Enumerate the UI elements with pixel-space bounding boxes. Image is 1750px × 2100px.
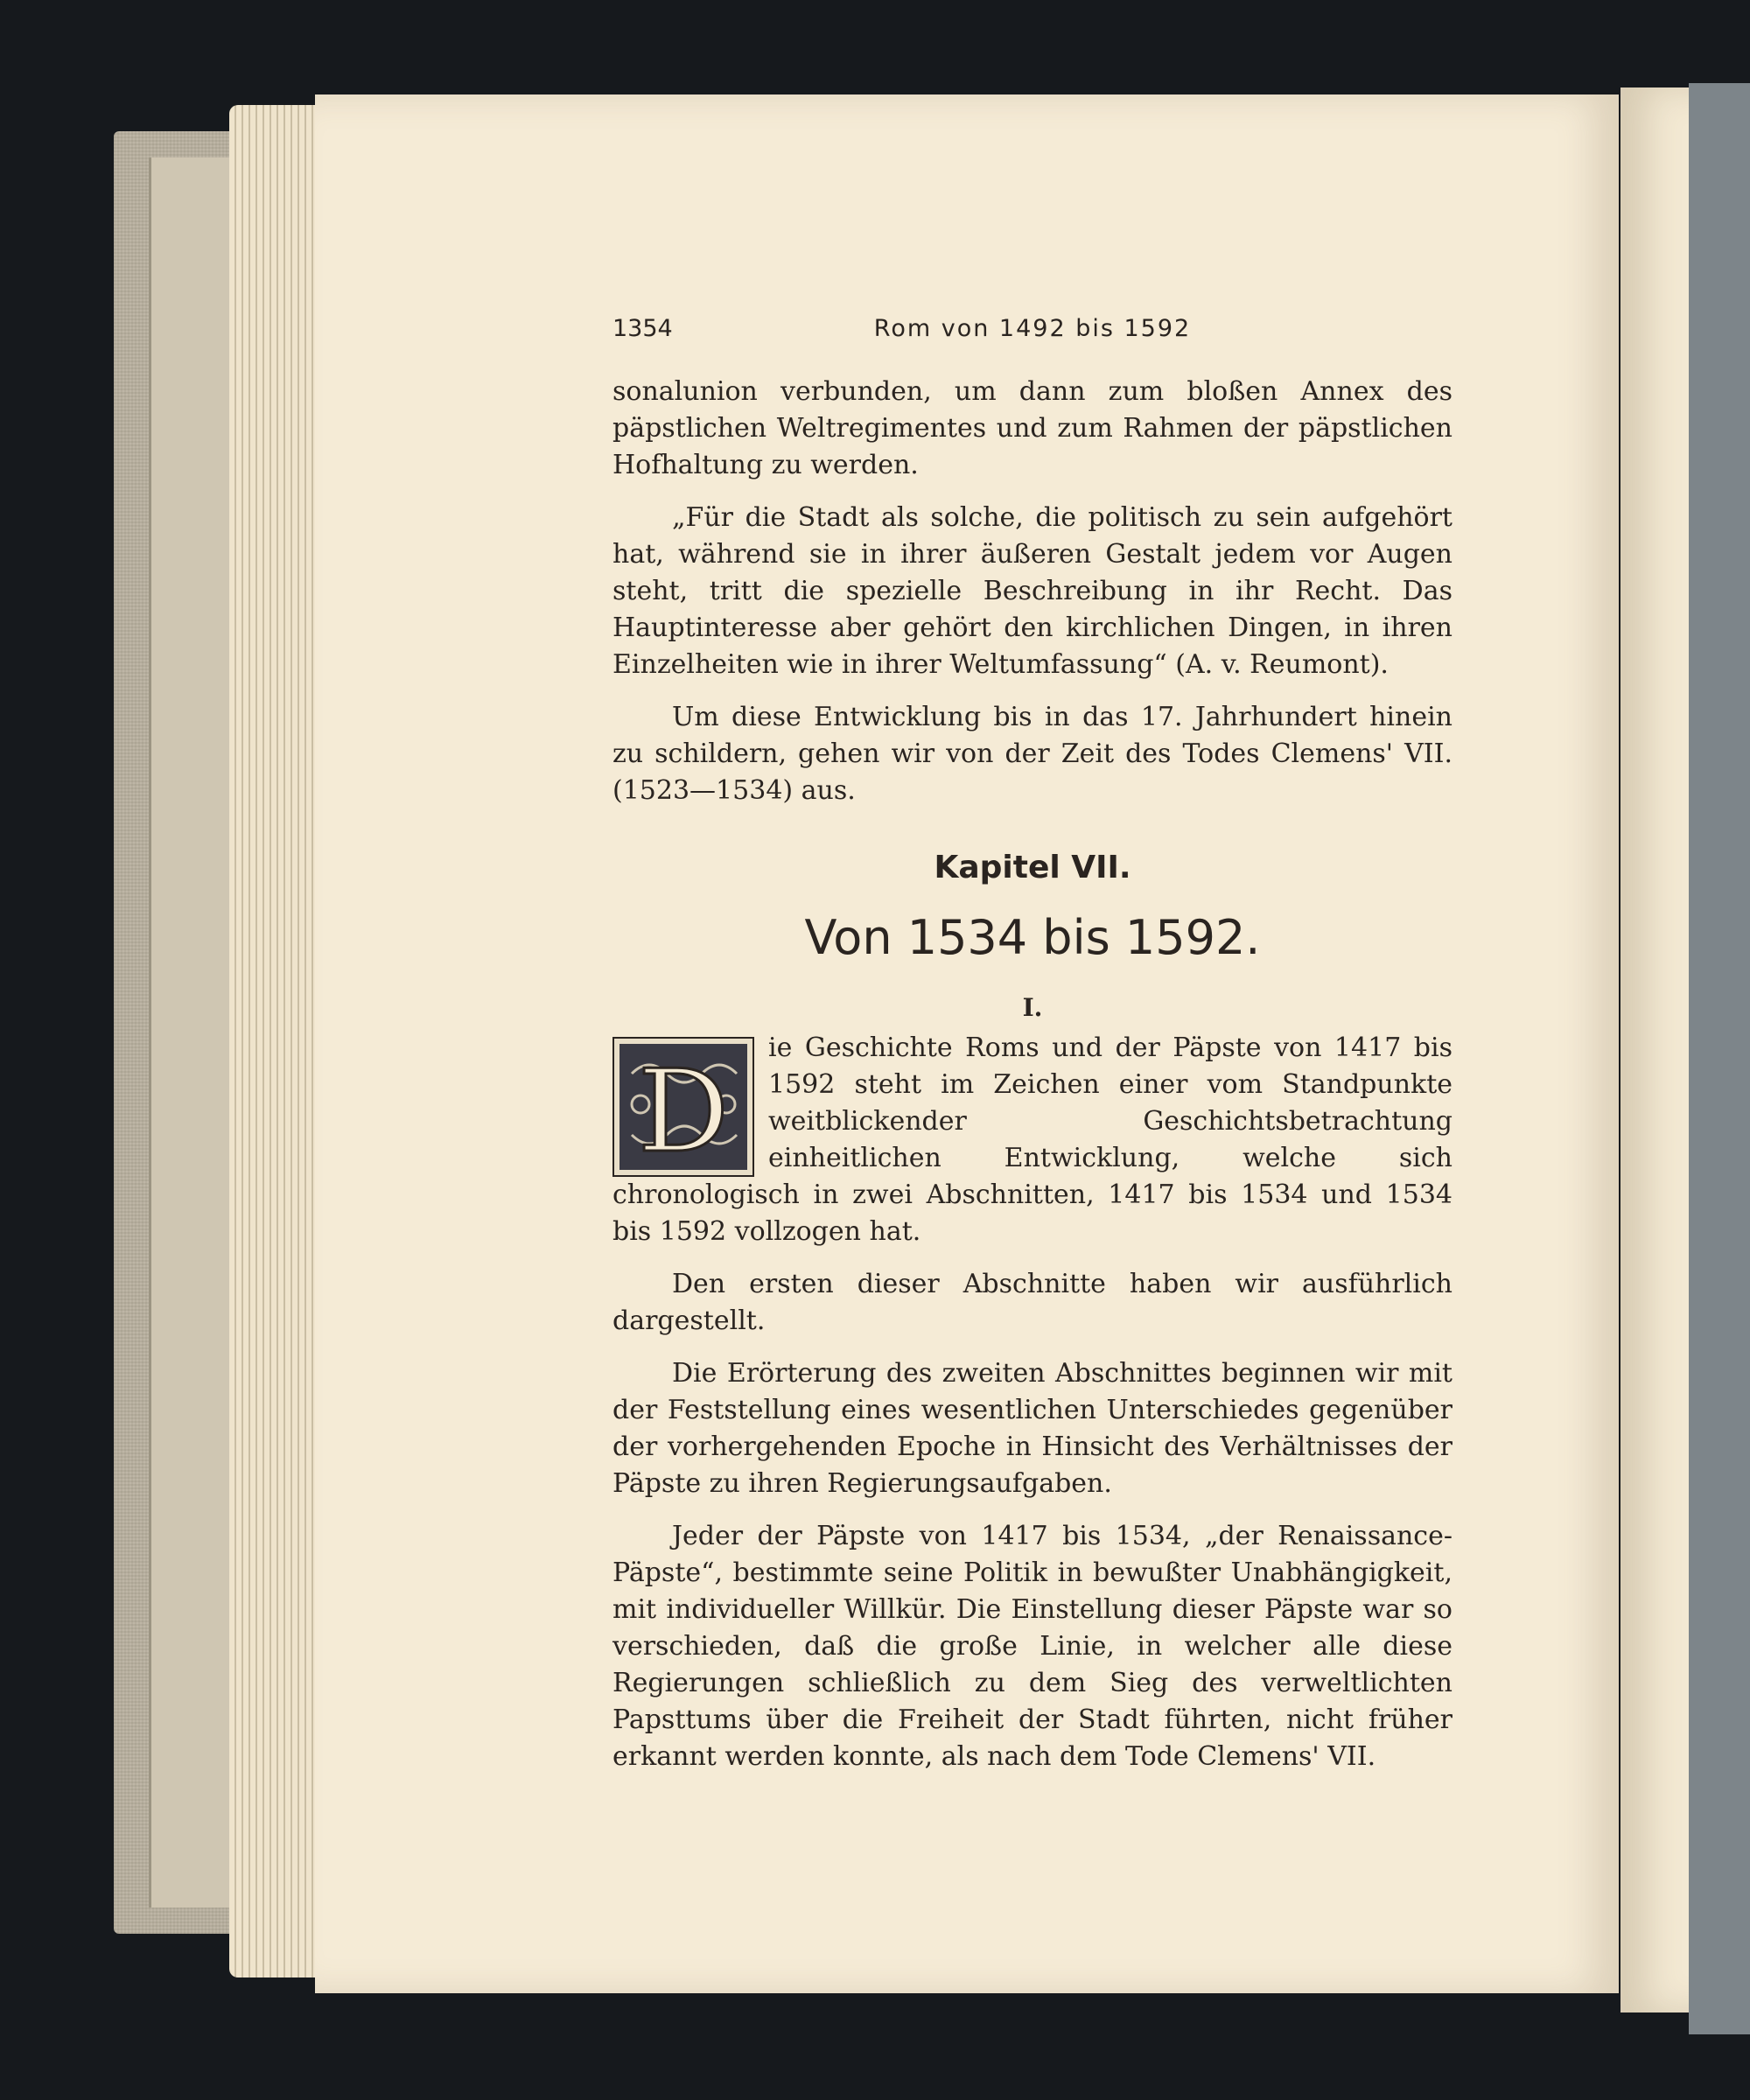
running-head (612, 311, 1452, 354)
back-cover-edge (1689, 83, 1750, 2034)
chapter-label: Kapitel VII. (934, 850, 1131, 886)
dropcap-paragraph (612, 1030, 1452, 1250)
section-number: I. (1022, 993, 1043, 1022)
ornamental-initial-graphic (614, 1039, 752, 1175)
chapter-title: Von 1534 bis 1592. (804, 910, 1261, 965)
dropcap-paragraph-text: ie Geschichte Roms und der Päpste von 1417 bis 1592 steht im Zeichen einer vom Standpunkte weitblickender Geschichtsbetrachtung einheitlichen Entwicklung, welche sich chronologisch in zwei Abschnitten, 1417 bis 1534 und 1534 bis 1592 vollzogen hat. (612, 1032, 1452, 1247)
ornamental-initial (612, 1037, 754, 1177)
paragraph-intro: Um diese Entwicklung bis in das 17. Jahrhundert hinein zu schildern, gehen wir von der Zeit des Todes Clemens' VII. (1523—1534) aus. (612, 702, 1452, 806)
running-title: Rom von 1492 bis 1592 (873, 315, 1192, 342)
page-number: 1354 (612, 315, 673, 342)
paragraph-quote: „Für die Stadt als solche, die politisch zu sein aufgehört hat, während sie in ihrer äußeren Gestalt jedem vor Augen steht, tritt die spezielle Beschreibung in ihr Recht. Das Hauptinteresse aber gehört den kirchlichen Dingen, in ihren Einzelheiten wie in ihrer Weltumfassung“ (A. v. Reumont). (612, 502, 1452, 680)
paragraph-second-section: Die Erörterung des zweiten Abschnittes beginnen wir mit der Feststellung eines wesentlichen Unterschiedes gegenüber der vorhergehenden Epoche in Hinsicht des Verhältnisses der Päpste zu ihren Regierungsaufgaben. (612, 1358, 1452, 1499)
initial-letter: D (637, 1045, 730, 1175)
paragraph-first-section: Den ersten dieser Abschnitte haben wir ausführlich dargestellt. (612, 1269, 1452, 1336)
paragraph-renaissance-popes: Jeder der Päpste von 1417 bis 1534, „der Renaissance-Päpste“, bestimmte seine Politik in bewußter Unabhängigkeit, mit individueller Willkür. Die Einstellung dieser Päpste war so verschieden, daß die große Linie, in welcher alle diese Regierungen schließlich zu dem Sieg des verweltlichten Papsttums über die Freiheit der Stadt führten, nicht früher erkannt werden konnte, als nach dem Tode Clemens' VII. (612, 1521, 1452, 1772)
paragraph-continued: sonalunion verbunden, um dann zum bloßen Annex des päpstlichen Weltregimentes und zum Rahmen der päpstlichen Hofhaltung zu werden. (612, 376, 1452, 480)
page-content (612, 311, 1452, 1791)
page-block-edges (229, 105, 326, 1978)
